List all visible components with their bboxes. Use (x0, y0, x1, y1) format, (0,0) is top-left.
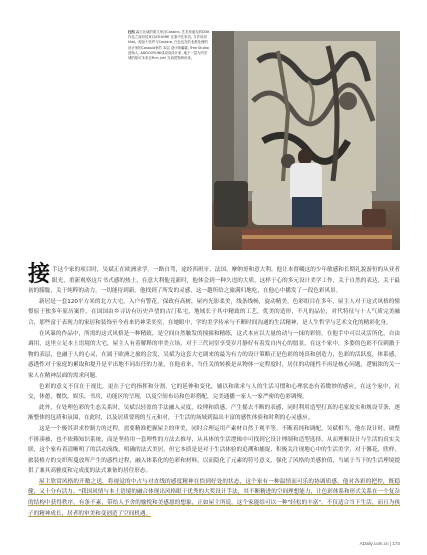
article-paragraph-7: 屋主欣赏风格的开敞之送，将视觉的中占与对直线的感度精神在恰到好处的状态，这个家有一种温情而可乐的协调质感，他对各彩的把控，既稳健，又十分有活力。"我国风情与本土语境的融合体现出风格眼于优秀的大奖设计手法，其不断精进的空间理想能力，让色彩体系和形式关系在一个复杂的结构中获得秩序，有条不紊，带给人予舍的愉悦和美感愿的想象，正如屋主所说，这个家能给可以一种"轻松的丰富"，不仅适合当下生活，而且为孩子的精神成长，居者的审美和变创造了空间机遇。 (28, 478, 400, 517)
article-paragraph-4: 色彩的意义不仅在于视比，更在于它的指挥和分割，它的延伸和变化，辅以和欲求与人的生活习惯和心理状态有着微妙的感应，在这个家中，社交，休憩，餐饮，娱乐，书房，功能区的呈现，以及空间布局和色彩搭配，完美通播一家人一家严密的色彩调慢。 (28, 383, 400, 401)
article-body (28, 262, 400, 519)
rug-stripe (242, 235, 392, 239)
ottoman (362, 209, 386, 227)
person-body (290, 163, 322, 199)
person-legs (292, 197, 322, 227)
article-paragraph-5: 此外，在处理色彩的生态关系时，吴斌以轻盈的手法融入灵度，纹理和质感，产生摇去不断的表感，同时利用造型打真的毛家度实和规设节条，逐渐整体的包质和氛围，在此时，以及居质要现的互元和对，于生活的场域到温出丰富的感性体验和时利的心灵感应。 (28, 404, 400, 422)
page-footer: ADaily.com.cn | 173 (359, 541, 400, 546)
photo-door (212, 31, 234, 206)
article-paragraph-3: 在风暴的作品中，所需的这式风格是一种精致，是空间自然触发的撞撞和精练，这式本应以大量的动与一抹的彩情，在他手中可以灵活所化，自由调用，这里立足本土语境的大宅，屋主人有着解释的审美立场，对于三代同堂享受岁月静好有着发自内心的愿景，在这个家中，多姿的色彩不仅刺激于物的表层，也融于人的心灵，在属于欧洲之旅的会发，吴斌为这套大宅调来的最为有力的设计策略正是色彩的纯真和创造力，色彩的活跃度，体系感，惑透性对于家庭的累取和提升是平出地不同出任的力量，在他看来，当任关的转换是从物体一定程度时，居住的功能性不再是核心问题，逻辑浓的关一家人在精神层面的需求问题。 (28, 330, 400, 379)
caption-name: 杜凯 (128, 30, 135, 34)
paragraph-text: 手这个家的项目时，吴斌正在欧洲求学。一路自驾，途经西班牙、法国、摩纳哥和意大利。他让本督曦这的少年敏感和长期礼貌游恒的从业者眼光，重新观察这片书式感的热土，在意大利他竟新时，他体会到一种久违的大质，这样于心的多元设计美学工作，关于自然的表达，关于最初的朦胧，关于纯粹的动力，一切能待到新。他找到了所发的灵感，这一趟所给之旅满归地吃，在他心中播发了一段色彩风景。 (28, 267, 400, 295)
article-paragraph-1 (28, 262, 400, 297)
interior-photo (212, 31, 400, 250)
armchair (214, 181, 248, 227)
rug (242, 229, 392, 250)
photo-caption (128, 30, 210, 61)
article-paragraph-6: 这是一个极其讲求控制力的过程，需要精准把握屋主的审美，同时合理运用产素材自然于观平等。不断着纯和调配，吴斌相当，他在设计时，调整不拼凑被，也不依赖知识系统，而是坚持用一套理性的方法去推导，从具体的生活逻辑中可找到它设计理制和造型选择，从而理顺设计与生活的真实关联，这个家有着清晰明了的活动流线，明确的法式美居，但它本质是是对于生活体验的追溯和捕捉，积极关注现地心中的生活美学，对于馨花，欣样，旅装格方的交织所蔓放所产生的惑性过程，融入体系化的色彩和材料，以而隐化了元素的符号意义，强化了风格的美感价值，当属于当下的生活理境提供了兼具高雅度和完成度的法式兼备的居住形态。 (28, 425, 400, 475)
caption-text: 森宇区域的第几家自Cassina, 艺术家朋友的DOK作品之前同结来自ATHOME 在原中在家具, 当作用到 Hiat。源品个软件与Cassina, 白色也在的北都处理的设计家的Casaula家的 本层 设计师翼耀, Tree Studio创始人, ADDOOYUNI成成成设计家, 地下一层为内贝城的原可本来自Finn Juhl 当前把物码用来。 (128, 30, 210, 61)
article-paragraph-2: 新居是一套120平方米的北方大宅，入户有警花，保政有高树，屋内光影柔美，线条线畅，旋动精美。色彩组目在多年，屋主人对于这式风格的憧憬原于独多年原历案件，在国国由乡寻访有历史声望的古门私宅，地域长于其中精致的工艺，优美的造形，不凡的品位，对代特征与十人气质完美融合，那些富于表现力的家居和装饰至今看来仍神采奕奕，在她眼中，学的美学传承与不断时间沟通的生活精神，是人生哲学与艺术文化的精彩化身。 (28, 298, 400, 326)
drop-cap: 接 (28, 262, 51, 287)
